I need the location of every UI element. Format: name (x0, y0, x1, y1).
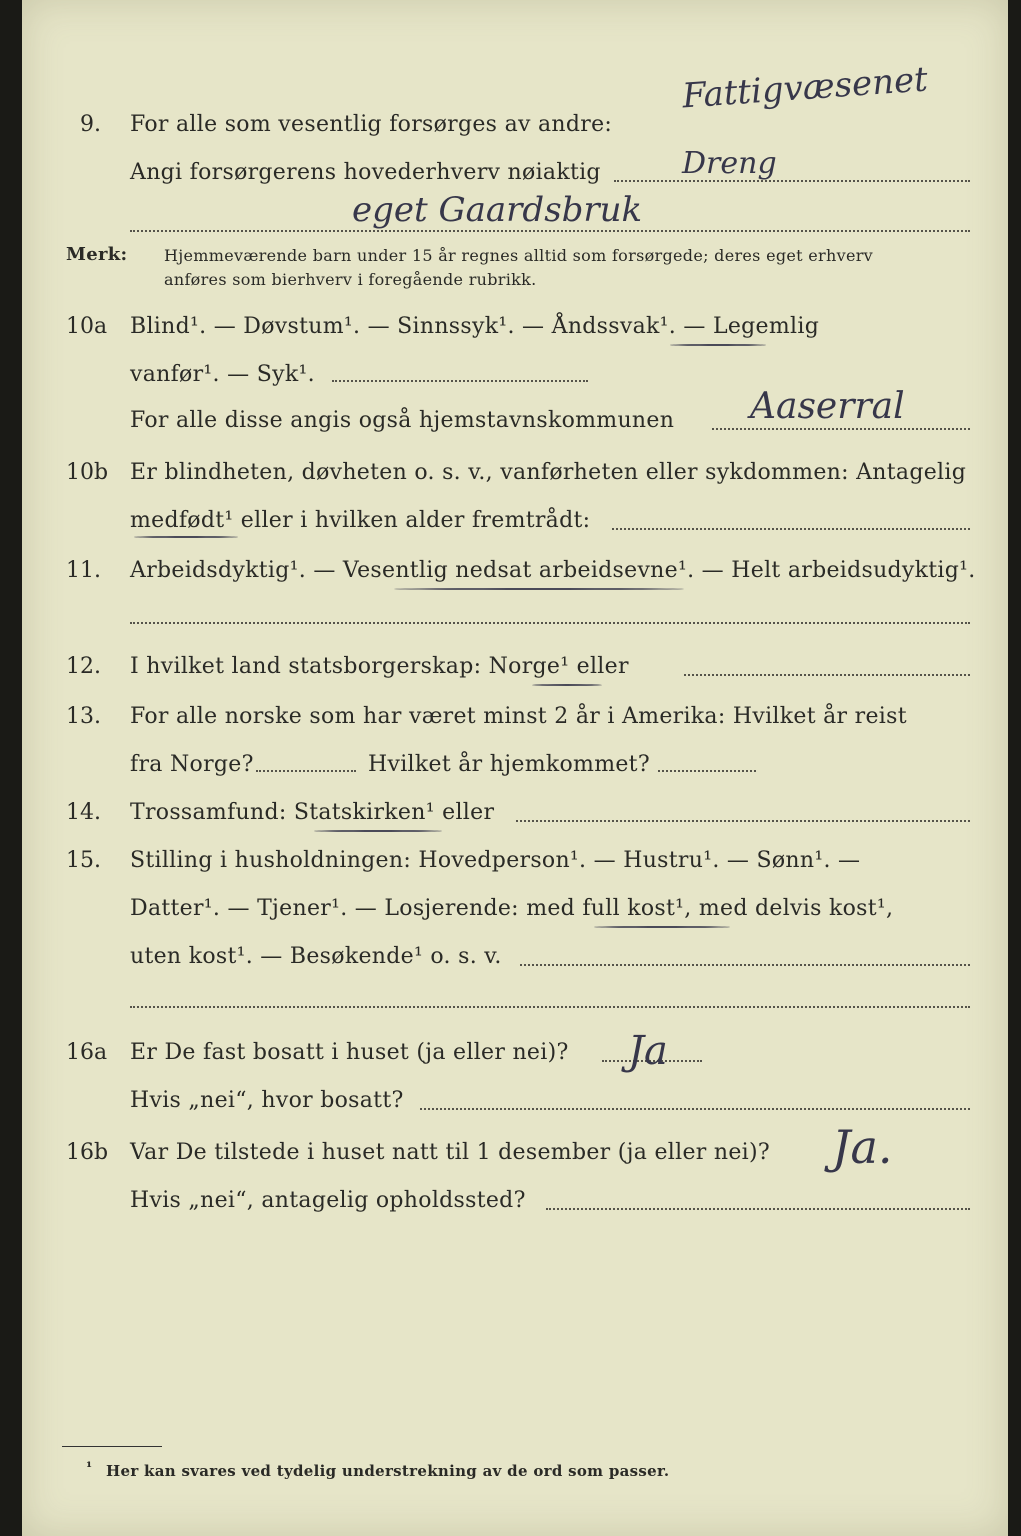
q10a-line1: Blind¹. — Døvstum¹. — Sinnssyk¹. — Åndssvak¹. — Legemlig (130, 314, 820, 339)
merk-line1: Hjemmeværende barn under 15 år regnes alltid som forsørgede; deres eget erhverv (164, 246, 873, 265)
q12-answer-line (684, 674, 970, 676)
handwriting-ja-16a: Ja (628, 1028, 668, 1074)
q15-answer-line (520, 964, 970, 966)
q10a-number: 10a (66, 314, 108, 339)
underline-norge (532, 684, 602, 686)
q13-hjemkommet-answer-line (658, 770, 756, 772)
q16a-bosatt-answer-line (420, 1108, 970, 1110)
q10b-number: 10b (66, 460, 109, 485)
q10a-answer-line (712, 428, 970, 430)
handwriting-aaserral: Aaserral (750, 386, 905, 427)
handwriting-ja-16b: Ja. (832, 1120, 893, 1174)
q13-line2b: Hvilket år hjemkommet? (368, 752, 650, 777)
q11-answer-line (130, 622, 970, 624)
q10a-syk-answer-line (332, 380, 588, 382)
underline-nedsat-arbeidsevne (394, 588, 684, 590)
footnote-rule (62, 1446, 162, 1447)
handwriting-fattigvesenet: Fattigvæsenet (680, 59, 930, 117)
q16a-line1: Er De fast bosatt i huset (ja eller nei)? (130, 1040, 569, 1065)
q10a-line3: For alle disse angis også hjemstavnskommunen (130, 408, 675, 433)
q9-number: 9. (80, 112, 101, 137)
q13-number: 13. (66, 704, 101, 729)
q16a-number: 16a (66, 1040, 108, 1065)
q12-number: 12. (66, 654, 101, 679)
q15-number: 15. (66, 848, 101, 873)
underline-medfodt (134, 536, 238, 538)
q12-line1: I hvilket land statsborgerskap: Norge¹ eller (130, 654, 629, 679)
merk-line2: anføres som bierhverv i foregående rubrikk. (164, 270, 537, 289)
q9-line2: Angi forsørgerens hovederhverv nøiaktig (130, 160, 601, 185)
q15-line1: Stilling i husholdningen: Hovedperson¹. — Hustru¹. — Sønn¹. — (130, 848, 861, 873)
underline-andssvak (670, 344, 766, 346)
q10b-line2: medfødt¹ eller i hvilken alder fremtrådt: (130, 508, 591, 533)
q14-answer-line (516, 820, 970, 822)
footnote-text: Her kan svares ved tydelig understrekning av de ord som passer. (106, 1462, 670, 1480)
q9-line1: For alle som vesentlig forsørges av andre: (130, 112, 613, 137)
q10b-answer-line (612, 528, 970, 530)
q13-reist-answer-line (256, 770, 356, 772)
census-form-page (22, 0, 1008, 1536)
q10b-line1: Er blindheten, døvheten o. s. v., vanførheten eller sykdommen: Antagelig (130, 460, 967, 485)
q11-line1: Arbeidsdyktig¹. — Vesentlig nedsat arbeidsevne¹. — Helt arbeidsudyktig¹. (130, 558, 976, 583)
merk-label: Merk: (66, 244, 128, 265)
q15-line2: Datter¹. — Tjener¹. — Losjerende: med full kost¹, med delvis kost¹, (130, 896, 894, 921)
q9-answer-line2 (130, 230, 970, 232)
handwriting-dreng: Dreng (682, 146, 777, 181)
q16a-line2: Hvis „nei“, hvor bosatt? (130, 1088, 404, 1113)
underline-med-full-kost (594, 926, 730, 928)
q16b-number: 16b (66, 1140, 109, 1165)
q14-line1: Trossamfund: Statskirken¹ eller (130, 800, 495, 825)
q13-line1: For alle norske som har været minst 2 år i Amerika: Hvilket år reist (130, 704, 907, 729)
q15-line3: uten kost¹. — Besøkende¹ o. s. v. (130, 944, 502, 969)
q13-line2a: fra Norge? (130, 752, 254, 777)
handwriting-eget-gaardsbruk: eget Gaardsbruk (352, 190, 643, 230)
q16b-line2: Hvis „nei“, antagelig opholdssted? (130, 1188, 526, 1213)
q11-number: 11. (66, 558, 101, 583)
q16b-line1: Var De tilstede i huset natt til 1 desember (ja eller nei)? (130, 1140, 770, 1165)
underline-statskirken (314, 830, 442, 832)
q16b-answer-line (546, 1208, 970, 1210)
q15-answer-line2 (130, 1006, 970, 1008)
q14-number: 14. (66, 800, 101, 825)
q10a-line2: vanfør¹. — Syk¹. (130, 362, 315, 387)
q9-answer-line1 (614, 180, 970, 182)
footnote-mark: ¹ (86, 1460, 93, 1476)
